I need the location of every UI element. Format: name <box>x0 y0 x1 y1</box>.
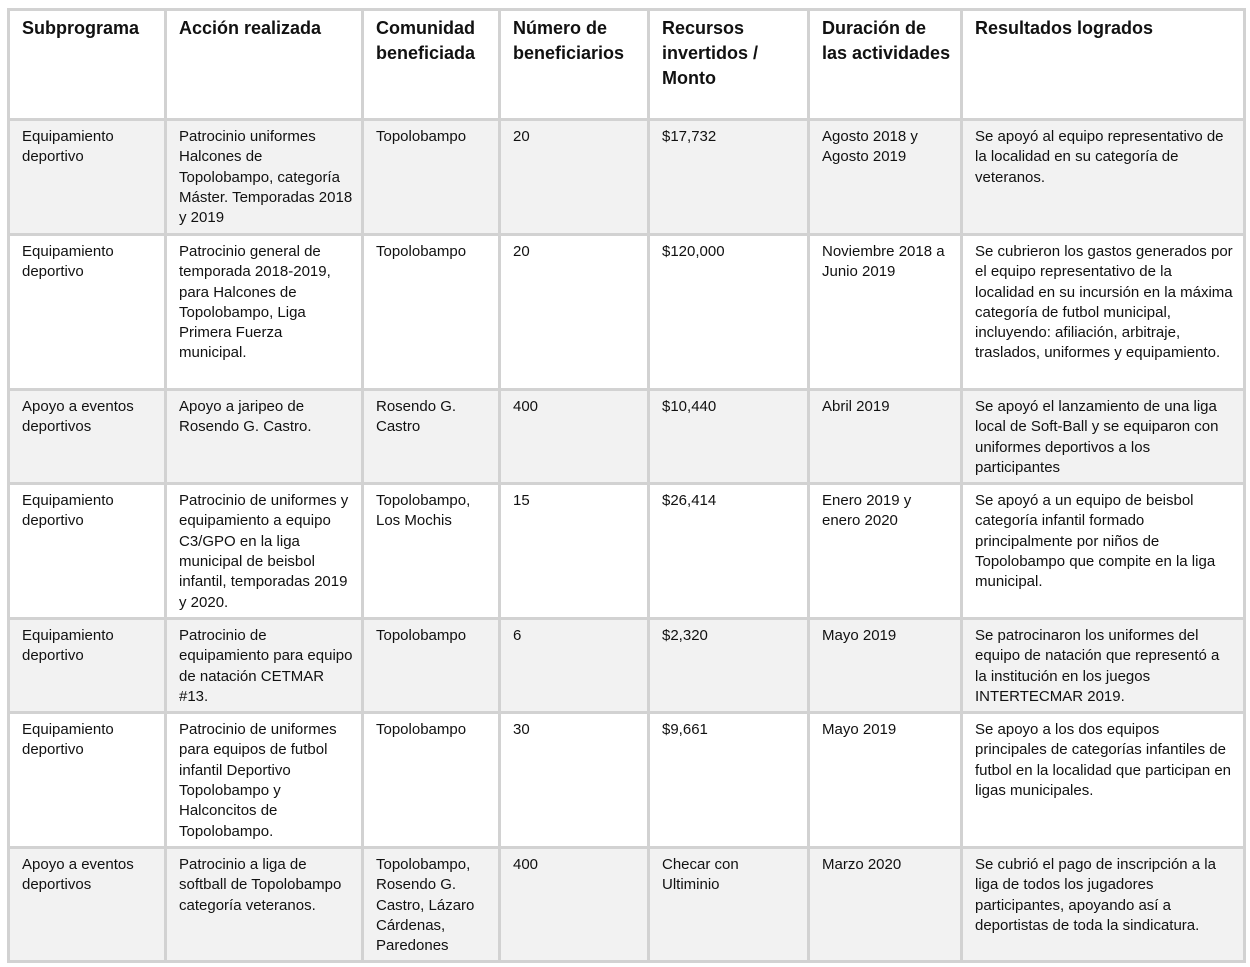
header-subprograma: Subprograma <box>9 10 166 120</box>
cell-accion: Apoyo a jaripeo de Rosendo G. Castro. <box>166 390 363 484</box>
cell-subprograma: Apoyo a eventos deportivos <box>9 847 166 961</box>
cell-subprograma: Equipamiento deportivo <box>9 618 166 712</box>
cell-resultados: Se apoyó el lanzamiento de una liga local de Soft-Ball y se equiparon con uniformes deportivos a los participantes <box>962 390 1245 484</box>
cell-accion: Patrocinio de uniformes para equipos de futbol infantil Deportivo Topolobampo y Halconcitos de Topolobampo. <box>166 713 363 848</box>
cell-subprograma: Apoyo a eventos deportivos <box>9 390 166 484</box>
cell-duracion: Enero 2019 y enero 2020 <box>809 484 962 619</box>
cell-resultados: Se apoyó al equipo representativo de la localidad en su categoría de veteranos. <box>962 120 1245 235</box>
cell-duracion: Abril 2019 <box>809 390 962 484</box>
cell-recursos: $17,732 <box>649 120 809 235</box>
header-recursos: Recursos invertidos / Monto <box>649 10 809 120</box>
cell-recursos: Checar con Ultiminio <box>649 847 809 961</box>
cell-duracion: Noviembre 2018 a Junio 2019 <box>809 235 962 390</box>
cell-comunidad: Topolobampo <box>363 235 500 390</box>
cell-beneficiarios: 30 <box>500 713 649 848</box>
header-row <box>9 10 1245 120</box>
cell-subprograma: Equipamiento deportivo <box>9 484 166 619</box>
table-row <box>9 618 1245 712</box>
cell-beneficiarios: 400 <box>500 847 649 961</box>
cell-subprograma: Equipamiento deportivo <box>9 235 166 390</box>
cell-comunidad: Topolobampo, Los Mochis <box>363 484 500 619</box>
cell-recursos: $10,440 <box>649 390 809 484</box>
programs-table <box>7 8 1246 963</box>
cell-beneficiarios: 20 <box>500 235 649 390</box>
table-row <box>9 847 1245 961</box>
cell-resultados: Se apoyo a los dos equipos principales de categorías infantiles de futbol en la localidad que participan en ligas municipales. <box>962 713 1245 848</box>
cell-comunidad: Topolobampo <box>363 618 500 712</box>
header-resultados: Resultados logrados <box>962 10 1245 120</box>
cell-resultados: Se cubrieron los gastos generados por el equipo representativo de la localidad en su incursión en la máxima categoría de futbol municipal, incluyendo: afiliación, arbitraje, traslados, uniformes y equipamiento. <box>962 235 1245 390</box>
cell-duracion: Agosto 2018 y Agosto 2019 <box>809 120 962 235</box>
cell-beneficiarios: 20 <box>500 120 649 235</box>
cell-resultados: Se cubrió el pago de inscripción a la liga de todos los jugadores participantes, apoyando así a deportistas de toda la sindicatura. <box>962 847 1245 961</box>
cell-accion: Patrocinio a liga de softball de Topolobampo categoría veteranos. <box>166 847 363 961</box>
header-comunidad: Comunidad beneficiada <box>363 10 500 120</box>
cell-subprograma: Equipamiento deportivo <box>9 120 166 235</box>
cell-comunidad: Topolobampo <box>363 713 500 848</box>
cell-beneficiarios: 6 <box>500 618 649 712</box>
cell-accion: Patrocinio general de temporada 2018-2019, para Halcones de Topolobampo, Liga Primera Fuerza municipal. <box>166 235 363 390</box>
cell-duracion: Mayo 2019 <box>809 618 962 712</box>
header-beneficiarios: Número de beneficiarios <box>500 10 649 120</box>
cell-recursos: $26,414 <box>649 484 809 619</box>
header-accion: Acción realizada <box>166 10 363 120</box>
cell-accion: Patrocinio de equipamiento para equipo de natación CETMAR #13. <box>166 618 363 712</box>
cell-subprograma: Equipamiento deportivo <box>9 713 166 848</box>
cell-resultados: Se apoyó a un equipo de beisbol categoría infantil formado principalmente por niños de Topolobampo que compite en la liga municipal. <box>962 484 1245 619</box>
table-row <box>9 390 1245 484</box>
cell-resultados: Se patrocinaron los uniformes del equipo de natación que representó a la institución en los juegos INTERTECMAR 2019. <box>962 618 1245 712</box>
cell-recursos: $9,661 <box>649 713 809 848</box>
cell-duracion: Marzo 2020 <box>809 847 962 961</box>
cell-recursos: $2,320 <box>649 618 809 712</box>
cell-accion: Patrocinio de uniformes y equipamiento a equipo C3/GPO en la liga municipal de beisbol infantil, temporadas 2019 y 2020. <box>166 484 363 619</box>
cell-recursos: $120,000 <box>649 235 809 390</box>
table-row <box>9 235 1245 390</box>
cell-duracion: Mayo 2019 <box>809 713 962 848</box>
table-row <box>9 713 1245 848</box>
cell-accion: Patrocinio uniformes Halcones de Topolobampo, categoría Máster. Temporadas 2018 y 2019 <box>166 120 363 235</box>
table-row <box>9 484 1245 619</box>
header-duracion: Duración de las actividades <box>809 10 962 120</box>
cell-beneficiarios: 400 <box>500 390 649 484</box>
cell-beneficiarios: 15 <box>500 484 649 619</box>
cell-comunidad: Rosendo G. Castro <box>363 390 500 484</box>
cell-comunidad: Topolobampo, Rosendo G. Castro, Lázaro Cárdenas, Paredones <box>363 847 500 961</box>
cell-comunidad: Topolobampo <box>363 120 500 235</box>
table-row <box>9 120 1245 235</box>
